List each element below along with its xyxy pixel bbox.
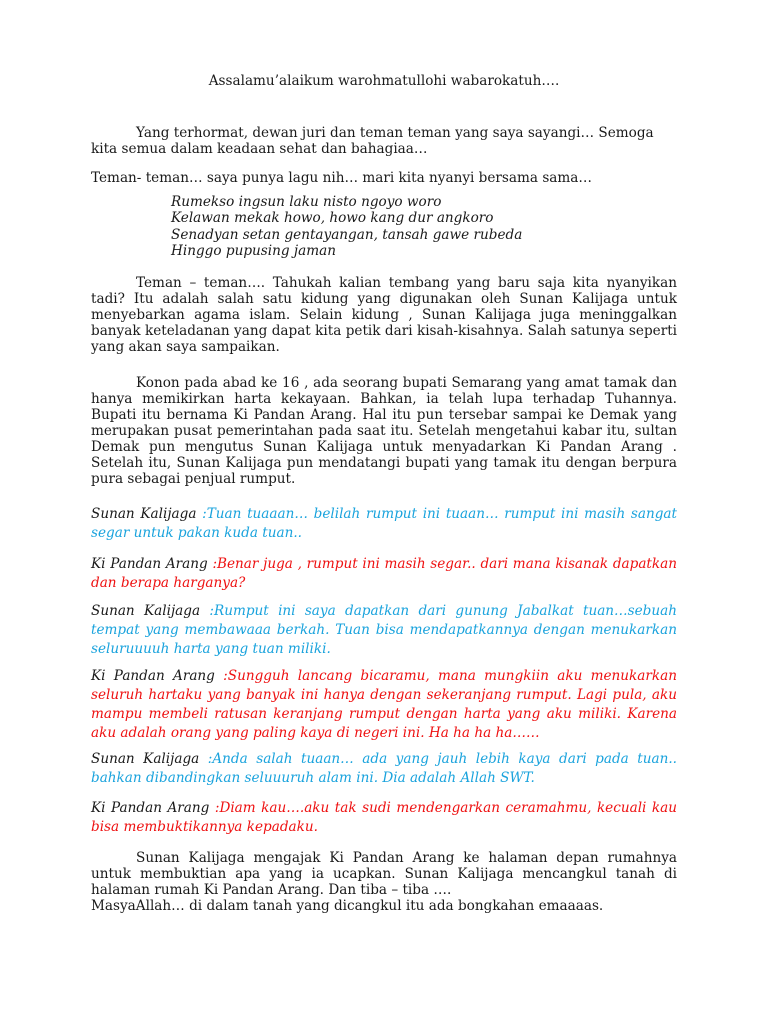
invite-line: Teman- teman… saya punya lagu nih… mari kita nyanyi bersama sama… xyxy=(91,170,592,186)
story-paragraph xyxy=(91,375,677,487)
closing-last-line: MasyaAllah… di dalam tanah yang dicangkul itu ada bongkahan emaaaas. xyxy=(91,898,604,914)
dialogue-line xyxy=(91,555,677,593)
greeting: Assalamu’alaikum warohmatullohi wabarokatuh…. xyxy=(208,73,560,89)
dialogue-text: :Tuan tuaaan… belilah rumput ini tuaan… rumput ini masih sangat segar untuk pakan kuda tuan.. xyxy=(91,506,677,541)
opening-paragraph xyxy=(91,125,677,157)
kidung-text: Teman – teman…. Tahukah kalian tembang yang baru saja kita nyanyikan tadi? Itu adalah salah satu kidung yang digunakan oleh Sunan Kalijaga untuk menyebarkan agama islam. Selain kidung , Sunan Kalijaga juga meninggalkan banyak keteladanan yang dapat kita petik dari kisah-kisahnya. Salah satunya seperti yang akan saya sampaikan. xyxy=(91,275,677,355)
speaker-name: Ki Pandan Arang xyxy=(91,668,215,684)
speaker-name: Sunan Kalijaga xyxy=(91,506,197,522)
speaker-name: Ki Pandan Arang xyxy=(91,556,208,572)
opening-line-1: Yang terhormat, dewan juri dan teman teman yang saya sayangi… Semoga xyxy=(136,125,654,141)
closing-text: Sunan Kalijaga mengajak Ki Pandan Arang ke halaman depan rumahnya untuk membuktian apa yang ia ucapkan. Sunan Kalijaga mencangkul tanah di halaman rumah Ki Pandan Arang. Dan tiba – tiba …. xyxy=(91,850,677,898)
dialogue-text: :Rumput ini saya dapatkan dari gunung Jabalkat tuan…sebuah tempat yang membawaaa berkah. Tuan bisa mendapatkannya dengan menukarkan seluruuuuh harta yang tuan miliki. xyxy=(91,603,677,657)
lyric-line: Rumekso ingsun laku nisto ngoyo woro xyxy=(171,194,442,210)
speaker-name: Sunan Kalijaga xyxy=(91,603,201,619)
dialogue-line xyxy=(91,667,677,743)
dialogue-line xyxy=(91,750,677,788)
dialogue-text: :Sungguh lancang bicaramu, mana mungkiin aku menukarkan seluruh hartaku yang banyak ini hanya dengan sekeranjang rumput. Lagi pula, aku mampu membeli ratusan keranjang rumput dengan harta yang aku miliki. Karena aku adalah orang yang paling kaya di negeri ini. Ha ha ha ha…… xyxy=(91,668,677,741)
dialogue-text: :Benar juga , rumput ini masih segar.. dari mana kisanak dapatkan dan berapa harganya? xyxy=(91,556,677,591)
speaker-name: Sunan Kalijaga xyxy=(91,751,200,767)
song-lyrics xyxy=(171,194,522,259)
dialogue-line xyxy=(91,799,677,837)
dialogue-text: :Anda salah tuaan… ada yang jauh lebih kaya dari pada tuan.. bahkan dibandingkan seluuuruh alam ini. Dia adalah Allah SWT. xyxy=(91,751,677,786)
closing-paragraph xyxy=(91,850,677,914)
speaker-name: Ki Pandan Arang xyxy=(91,800,210,816)
lyric-line: Senadyan setan gentayangan, tansah gawe rubeda xyxy=(171,226,523,243)
kidung-paragraph xyxy=(91,275,677,355)
opening-line-2: kita semua dalam keadaan sehat dan bahagiaa… xyxy=(91,141,428,157)
lyric-line: Kelawan mekak howo, howo kang dur angkoro xyxy=(171,210,494,227)
dialogue-line xyxy=(91,505,677,543)
story-text: Konon pada abad ke 16 , ada seorang bupati Semarang yang amat tamak dan hanya memikirkan harta kekayaan. Bahkan, ia telah lupa terhadap Tuhannya. Bupati itu bernama Ki Pandan Arang. Hal itu pun tersebar sampai ke Demak yang merupakan pusat pemerintahan pada saat itu. Setelah mengetahui kabar itu, sultan Demak pun mengutus Sunan Kalijaga untuk menyadarkan Ki Pandan Arang . Setelah itu, Sunan Kalijaga pun mendatangi bupati yang tamak itu dengan berpura pura sebagai penjual rumput. xyxy=(91,375,677,487)
dialogue-line xyxy=(91,602,677,659)
lyric-line: Hinggo pupusing jaman xyxy=(171,242,336,259)
dialogue-text: :Diam kau….aku tak sudi mendengarkan ceramahmu, kecuali kau bisa membuktikannya kepadaku. xyxy=(91,800,677,835)
